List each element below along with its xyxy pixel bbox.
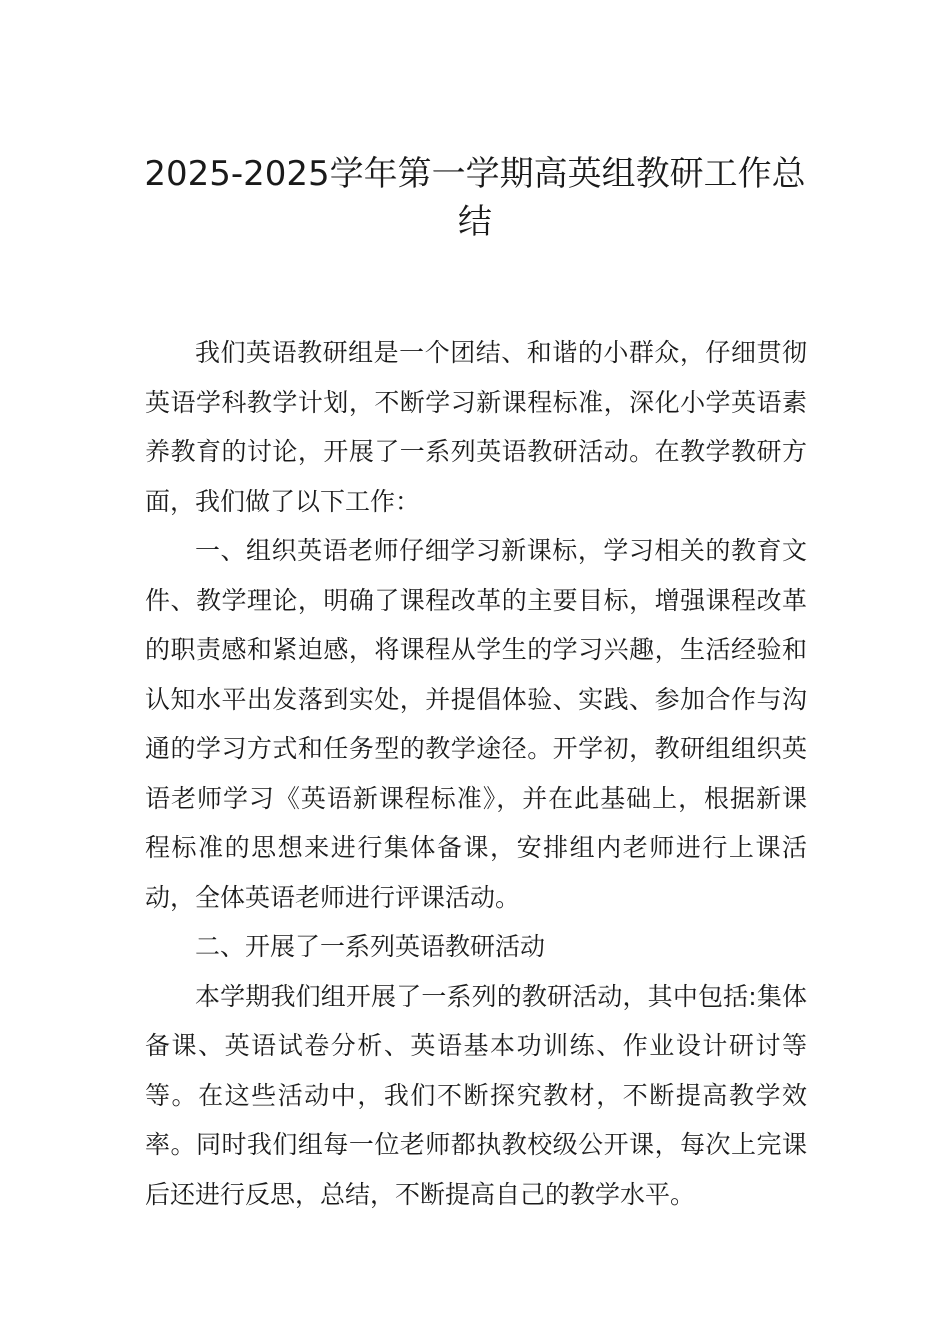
paragraph-intro: 我们英语教研组是一个团结、和谐的小群众，仔细贯彻英语学科教学计划，不断学习新课程标准，深化小学英语素养教育的讨论，开展了一系列英语教研活动。在教学教研方面，我们做了以下工作： [145, 338, 807, 516]
document-body [145, 328, 807, 1219]
paragraph-section-two: 本学期我们组开展了一系列的教研活动，其中包括:集体备课、英语试卷分析、英语基本功训练、作业设计研讨等等。在这些活动中，我们不断探究教材，不断提高教学效率。同时我们组每一位老师都执教校级公开课，每次上完课后还进行反思，总结，不断提高自己的教学水平。 [145, 981, 807, 1209]
paragraph-section-one: 一、组织英语老师仔细学习新课标，学习相关的教育文件、教学理论，明确了课程改革的主要目标，增强课程改革的职责感和紧迫感，将课程从学生的学习兴趣，生活经验和认知水平出发落到实处，并提倡体验、实践、参加合作与沟通的学习方式和任务型的教学途径。开学初，教研组组织英语老师学习《英语新课程标准》，并在此基础上，根据新课程标准的思想来进行集体备课，安排组内老师进行上课活动，全体英语老师进行评课活动。 [145, 536, 807, 912]
document-title: 2025-2025学年第一学期高英组教研工作总结 [144, 154, 806, 242]
section-heading-two: 二、开展了一系列英语教研活动 [195, 932, 546, 961]
